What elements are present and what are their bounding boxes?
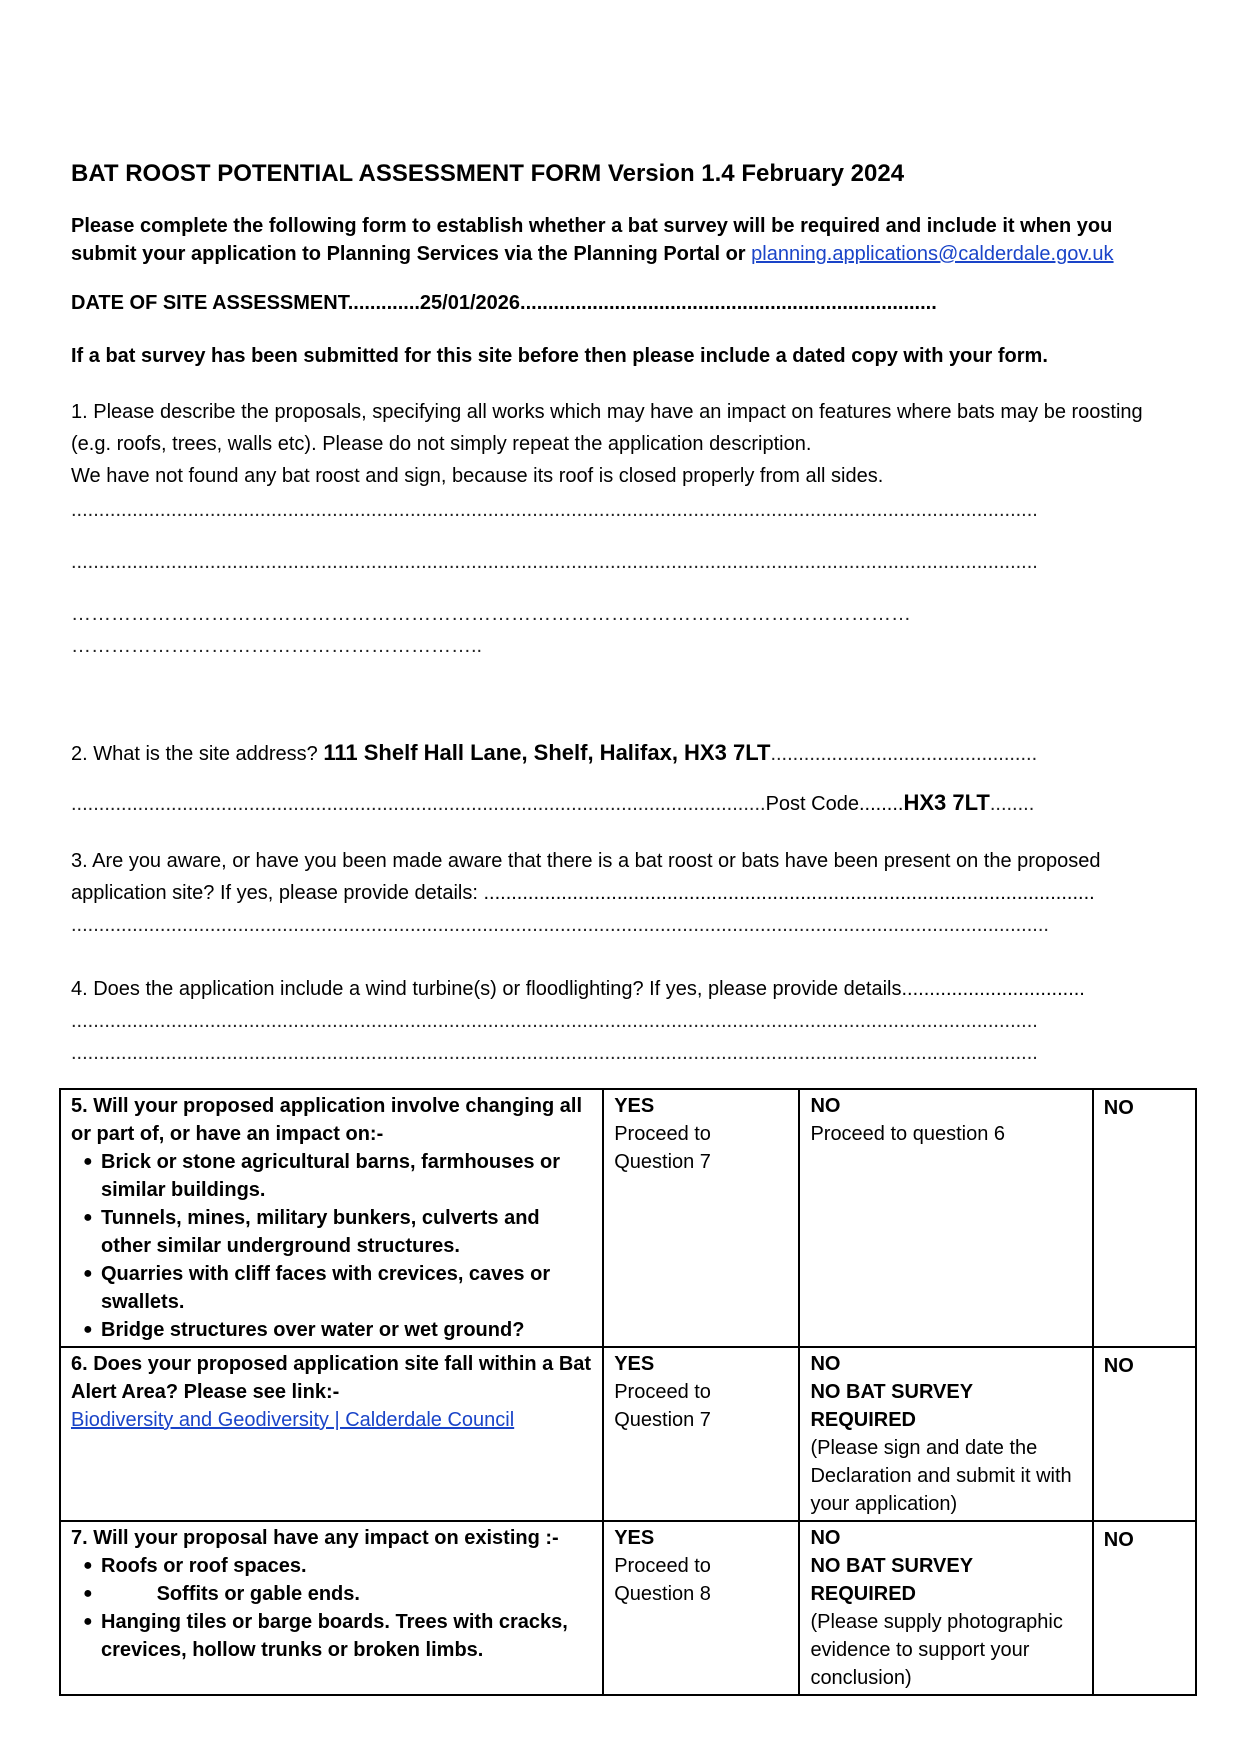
list-item: ● Hanging tiles or barge boards. Trees with cracks, crevices, hollow trunks or broken limbs. bbox=[101, 1608, 592, 1664]
answer-cell[interactable] bbox=[1093, 1347, 1196, 1521]
no-instruction: (Please supply photographic evidence to support your conclusion) bbox=[810, 1611, 1063, 1689]
yes-cell bbox=[603, 1347, 799, 1521]
answer-line: …………………………………………………….. bbox=[71, 635, 483, 657]
question-7-text: 7. Will your proposal have any impact on existing :- bbox=[71, 1527, 559, 1549]
answer-cell[interactable] bbox=[1093, 1521, 1196, 1695]
answer-line: ................................................................................................................................................................................ bbox=[71, 914, 1049, 936]
question-4 bbox=[71, 973, 1085, 1069]
yes-cell bbox=[603, 1521, 799, 1695]
no-label: NO bbox=[810, 1527, 841, 1549]
no-cell bbox=[799, 1347, 1092, 1521]
list-item: ● Soffits or gable ends. bbox=[101, 1580, 592, 1608]
bullet-list bbox=[71, 1148, 592, 1344]
answer-line: .............................................................................................................................................................................. bbox=[71, 1042, 1038, 1064]
yes-label: YES bbox=[614, 1527, 655, 1549]
list-item: ● Quarries with cliff faces with crevices, caves or swallets. bbox=[101, 1260, 592, 1316]
no-cell bbox=[799, 1089, 1092, 1347]
question-5-cell bbox=[60, 1089, 603, 1347]
bat-alert-link[interactable]: Biodiversity and Geodiversity | Calderdale Council bbox=[71, 1409, 515, 1431]
list-item: ● Tunnels, mines, military bunkers, culverts and other similar underground structures. bbox=[101, 1204, 592, 1260]
questions-table bbox=[59, 1088, 1197, 1696]
question-1 bbox=[71, 396, 1161, 662]
table-row bbox=[60, 1347, 1196, 1521]
question-6-text: 6. Does your proposed application site fall within a Bat Alert Area? Please see link:- bbox=[71, 1353, 592, 1403]
yes-instruction: Proceed to Question 7 bbox=[614, 1381, 711, 1431]
no-cell bbox=[799, 1521, 1092, 1695]
no-survey-required: NO BAT SURVEY REQUIRED bbox=[810, 1381, 973, 1431]
postcode-label: Post Code........ bbox=[765, 793, 904, 815]
list-item: ● Roofs or roof spaces. bbox=[101, 1552, 592, 1580]
answer-value: NO bbox=[1103, 1529, 1134, 1551]
no-instruction: (Please sign and date the Declaration and submit it with your application) bbox=[810, 1437, 1072, 1515]
list-item: ● Bridge structures over water or wet ground? bbox=[101, 1316, 592, 1344]
answer-value: NO bbox=[1103, 1355, 1134, 1377]
form-title: BAT ROOST POTENTIAL ASSESSMENT FORM Version 1.4 February 2024 bbox=[71, 160, 905, 187]
question-2-text: 2. What is the site address? bbox=[71, 743, 324, 765]
site-address: 111 Shelf Hall Lane, Shelf, Halifax, HX3 7LT bbox=[323, 740, 771, 765]
date-of-assessment: DATE OF SITE ASSESSMENT.............25/01/2026........................................................................... bbox=[71, 292, 937, 314]
intro-paragraph bbox=[71, 212, 1161, 268]
no-label: NO bbox=[810, 1095, 841, 1117]
bullet-list bbox=[71, 1552, 592, 1664]
no-instruction: Proceed to question 6 bbox=[810, 1123, 1006, 1145]
no-label: NO bbox=[810, 1353, 841, 1375]
answer-line: ................................................ bbox=[770, 743, 1038, 765]
question-7-cell bbox=[60, 1521, 603, 1695]
answer-line: ............................................................................................................................. bbox=[71, 793, 766, 815]
yes-label: YES bbox=[614, 1095, 655, 1117]
answer-line: ........ bbox=[989, 793, 1035, 815]
yes-label: YES bbox=[614, 1353, 655, 1375]
question-2 bbox=[71, 740, 1037, 816]
previous-survey-note: If a bat survey has been submitted for this site before then please include a dated copy with your form. bbox=[71, 345, 1048, 367]
answer-line: .............................................................................................................................................................................. bbox=[71, 551, 1038, 573]
postcode-value: HX3 7LT bbox=[903, 790, 990, 815]
answer-value: NO bbox=[1103, 1097, 1134, 1119]
question-1-text: 1. Please describe the proposals, specifying all works which may have an impact on features where bats may be roosting (e.g. roofs, trees, walls etc). Please do not simply repeat the application description. bbox=[71, 401, 1143, 455]
question-4-text: 4. Does the application include a wind turbine(s) or floodlighting? If yes, please provide details................................. bbox=[71, 978, 1085, 1000]
yes-instruction: Proceed to Question 7 bbox=[614, 1123, 711, 1173]
answer-line: ……………………………………………………………………………………………………………… bbox=[71, 603, 911, 625]
yes-cell bbox=[603, 1089, 799, 1347]
answer-line: .............................................................................................................................................................................. bbox=[71, 499, 1038, 521]
table-row bbox=[60, 1521, 1196, 1695]
question-3 bbox=[71, 845, 1161, 941]
question-5-text: 5. Will your proposed application involve changing all or part of, or have an impact on:- bbox=[71, 1095, 583, 1145]
intro-text: Please complete the following form to establish whether a bat survey will be required and include it when you submit your application to Planning Services via the Planning Portal or bbox=[71, 215, 1113, 265]
list-item: ● Brick or stone agricultural barns, farmhouses or similar buildings. bbox=[101, 1148, 592, 1204]
question-6-cell bbox=[60, 1347, 603, 1521]
answer-cell[interactable] bbox=[1093, 1089, 1196, 1347]
question-1-answer: We have not found any bat roost and sign, because its roof is closed properly from all sides. bbox=[71, 465, 884, 487]
no-survey-required: NO BAT SURVEY REQUIRED bbox=[810, 1555, 973, 1605]
answer-line: .............................................................................................................................................................................. bbox=[71, 1010, 1038, 1032]
table-row bbox=[60, 1089, 1196, 1347]
yes-instruction: Proceed to Question 8 bbox=[614, 1555, 711, 1605]
question-3-text: 3. Are you aware, or have you been made aware that there is a bat roost or bats have been present on the proposed application site? If yes, please provide details: .............................................................................................................. bbox=[71, 850, 1101, 904]
email-link[interactable]: planning.applications@calderdale.gov.uk bbox=[751, 243, 1114, 265]
